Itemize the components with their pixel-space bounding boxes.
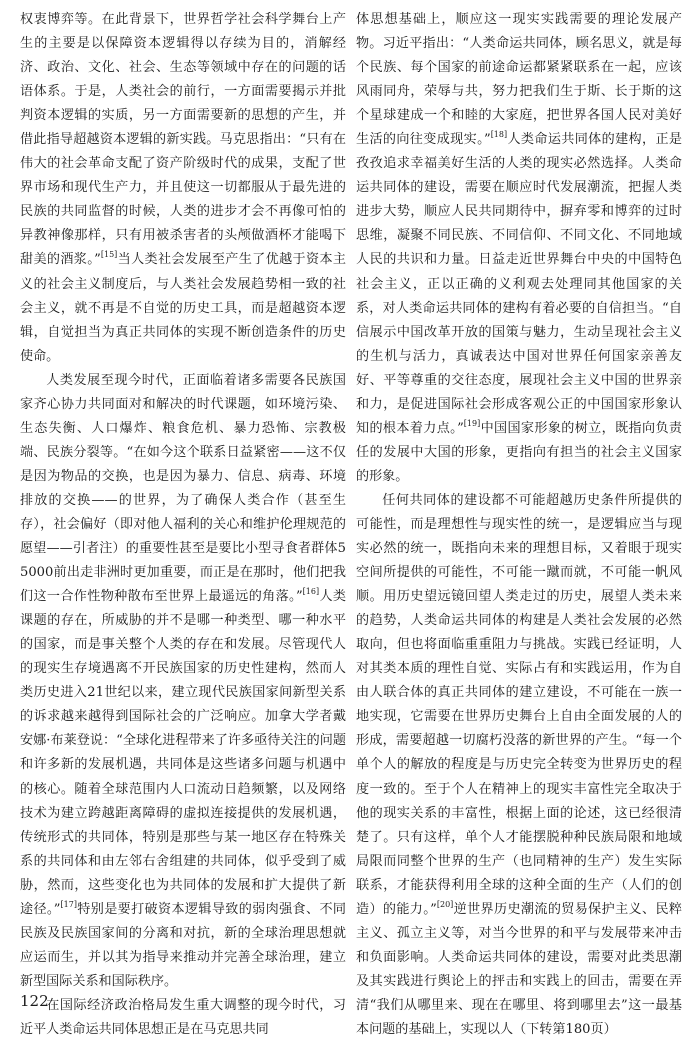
body-text: 当人类社会发展至产生了优越于资本主义的社会主义制度后，与人类社会发展趋势相一致的社会主义，就不再是不自觉的历史工具，而是超越资本逻辑，自觉担当为真正共同体的实现不断创造条件的历史使命。 <box>20 252 346 364</box>
citation-marker: [17] <box>60 899 77 909</box>
left-column <box>20 8 346 1042</box>
citation-marker: [19] <box>463 418 481 428</box>
body-text: 在国际经济政治格局发生重大调整的现今时代，习近平人类命运共同体思想正是在马克思共同 <box>20 997 346 1037</box>
body-text: 逆世界历史潮流的贸易保护主义、民粹主义、孤立主义等，对当今世界的和平与发展带来冲击和负面影响。人类命运共同体的建设，需要对此类思潮及其实践进行舆论上的抨击和实践上的回击，需要在弄清“我们从哪里来、现在在哪里、将到哪里去”这一最基本问题的基础上，实现以人（下转第180页） <box>356 901 682 1037</box>
paragraph <box>20 994 346 1042</box>
right-column <box>356 8 682 1042</box>
paragraph <box>356 8 682 489</box>
body-text: 中国国家形象的树立，既指向负责任的发展中大国的形象，更指向有担当的社会主义国家的形象。 <box>356 420 682 484</box>
body-text: 体思想基础上，顺应这一现实实践需要的理论发展产物。习近平指出：“人类命运共同体，顾名思义，就是每个民族、每个国家的前途命运都紧紧联系在一起，应该风雨同舟，荣辱与共，努力把我们生于斯、长于斯的这个星球建成一个和睦的大家庭，把世界各国人民对美好生活的向往变成现实。” <box>356 12 682 148</box>
citation-marker: [18] <box>490 130 508 140</box>
body-text: 权衷博弈等。在此背景下，世界哲学社会科学舞台上产生的主要是以保障资本逻辑得以存续为目的，消解经济、政治、文化、社会、生态等领域中存在的问题的话语体系。于是，人类社会的前行，一方面需要揭示并批判资本逻辑的实质，另一方面需要新的思想的产生，并借此指导超越资本逻辑的新实践。马克思指出：“只有在伟大的社会革命支配了资产阶级时代的成果，支配了世界市场和现代生产力，并且使这一切都服从于最先进的民族的共同监督的时候，人类的进步才会不再像可怕的异教神像那样，只有用被杀害者的头颅做酒杯才能喝下甜美的酒浆。” <box>20 12 346 268</box>
citation-marker: [20] <box>436 899 454 909</box>
paragraph <box>20 8 346 369</box>
body-text: 人类发展至现今时代，正面临着诸多需要各民族国家齐心协力共同面对和解决的时代课题，如环境污染、生态失衡、人口爆炸、粮食危机、暴力恐怖、宗教极端、民族分裂等。“在如今这个联系日益紧密——这不仅是因为物品的交换，也是因为暴力、信息、病毒、环境排放的交换——的世界，为了确保人类合作（甚至生存），社会偏好（即对他人福利的关心和维护伦理规范的愿望——引者注）的重要性甚至是要比小型寻食者群体55000前出走非洲时更加重要，而正是在那时，他们把我们这一合作性物种散布至世界上最遥远的角落。” <box>20 372 346 605</box>
citation-marker: [16] <box>302 587 320 597</box>
page-number: 122 <box>20 992 49 1010</box>
paragraph <box>20 369 346 994</box>
body-text: 特别是要打破资本逻辑导致的弱肉强食、不同民族及民族国家间的分离和对抗，新的全球治理思想就应运而生，并以其为指导来推动并完善全球治理，建立新型国际关系和国际秩序。 <box>20 901 346 989</box>
body-text: 人类课题的存在，所威胁的并不是哪一种类型、哪一种水平的国家，而是事关整个人类的存在和发展。尽管现代人的现实生存境遇离不开民族国家的历史性建构，然而人类历史进入21世纪以来，建立现代民族国家间新型关系的诉求越来越得到国际社会的广泛响应。加拿大学者戴安娜·布莱登说：“全球化进程带来了许多亟待关注的问题和许多新的发展机遇，共同体是这些诸多问题与机遇中的核心。随着全球范围内人口流动日趋频繁，以及网络技术为建立跨越距离障碍的虚拟连接提供的发展机遇，传统形式的共同体，特别是那些与某一地区存在特殊关系的共同体和由左邻右舍组建的共同体，似乎受到了威胁，然而，这些变化也为共同体的发展和扩大提供了新途径。” <box>20 589 346 917</box>
body-text: 任何共同体的建设都不可能超越历史条件所提供的可能性，而是理想性与现实性的统一，是逻辑应当与现实必然的统一，既指向未来的理想目标，又着眼于现实空间所提供的可能性，不可能一蹴而就，不可能一帆风顺。用历史望远镜回望人类走过的历史，展望人类未来的趋势，人类命运共同体的构建是人类社会发展的必然取向，但也将面临重重阻力与挑战。实践已经证明，人对其类本质的理性自觉、实际占有和实践运用，作为自由人联合体的真正共同体的建立建设，不可能在一族一地实现，它需要在世界历史舞台上自由全面发展的人的形成，需要超越一切腐朽没落的新世界的产生。“每一个单个人的解放的程度是与历史完全转变为世界历史的程度一致的。至于个人在精神上的现实丰富性完全取决于他的现实关系的丰富性，根据上面的论述，这已经很清楚了。只有这样，单个人才能摆脱种种民族局限和地域局限而同整个世界的生产（也同精神的生产）发生实际联系，才能获得利用全球的这种全面的生产（人们的创造）的能力。” <box>356 492 682 917</box>
citation-marker: [15] <box>100 250 118 260</box>
paragraph <box>356 489 682 1042</box>
body-text: 人类命运共同体的建构，正是孜孜追求幸福美好生活的人类的现实必然选择。人类命运共同体的建设，需要在顺应时代发展潮流，把握人类进步大势，顺应人民共同期待中，摒弃零和博弈的过时思维，凝聚不同民族、不同信仰、不同文化、不同地域人民的共识和力量。日益走近世界舞台中央的中国特色社会主义，正以正确的义利观去处理同其他国家的关系，对人类命运共同体的建构有着必要的自信担当。“自信展示中国改革开放的国策与魅力，生动呈现社会主义的生机与活力，真诚表达中国对世界任何国家亲善友好、平等尊重的交往态度，展现社会主义中国的世界亲和力，是促进国际社会形成客观公正的中国国家形象认知的根本着力点。” <box>356 132 682 436</box>
